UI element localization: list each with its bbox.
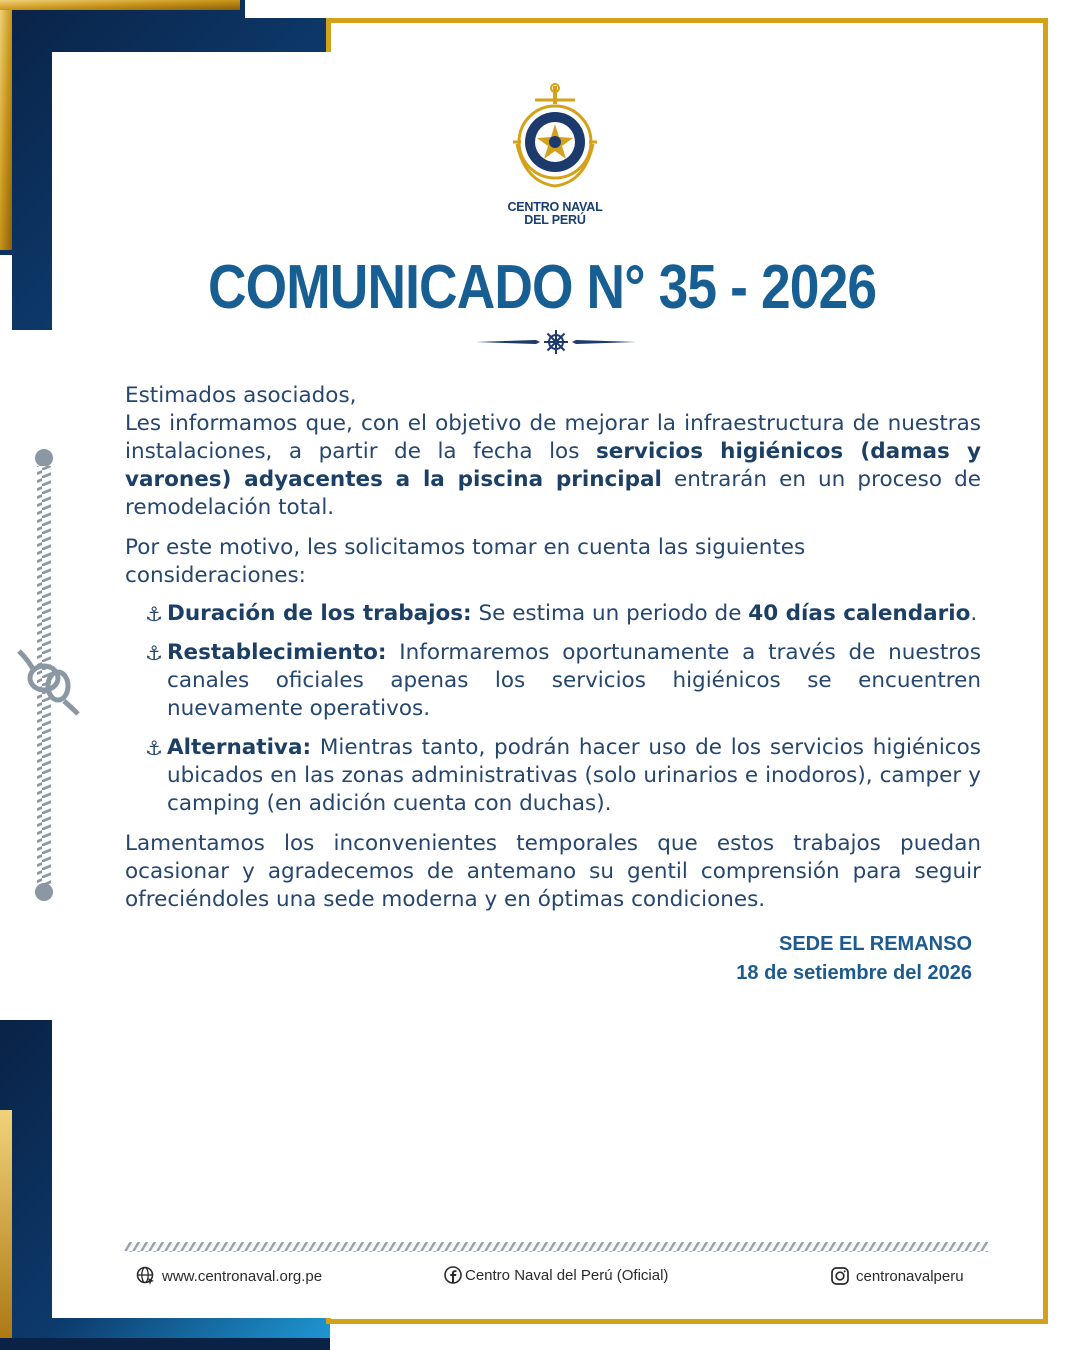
list-item-label: Duración de los trabajos:	[167, 601, 472, 626]
logo-line-2: DEL PERÚ	[524, 213, 586, 227]
facebook-link[interactable]: Centro Naval del Perú (Oficial)	[465, 1266, 669, 1284]
message-body	[125, 382, 981, 926]
list-item	[145, 600, 981, 628]
anchor-icon: ⚓	[145, 602, 163, 626]
list-item-label: Alternativa:	[167, 735, 312, 760]
intro-highlight: servicios higiénicos (damas y varones) adyacentes a la piscina principal	[125, 439, 981, 492]
anchor-icon: ⚓	[145, 641, 163, 665]
list-item-body: Se estima un periodo de	[471, 601, 749, 626]
globe-icon	[136, 1266, 156, 1286]
page-title: COMUNICADO N° 35 - 2026	[207, 253, 877, 322]
rope-decoration-bottom	[124, 1240, 988, 1258]
lead-paragraph: Por este motivo, les solicitamos tomar en cuenta las siguientes consideraciones:	[125, 535, 806, 588]
rope-decoration-left	[14, 446, 84, 911]
signature	[736, 930, 972, 988]
logo-text	[490, 201, 620, 227]
intro-end: entrarán en un proceso de remodelación total.	[125, 467, 982, 520]
greeting: Estimados asociados,	[125, 383, 357, 408]
footer-instagram[interactable]	[830, 1266, 964, 1286]
list-item	[145, 639, 981, 723]
list-item-text	[167, 600, 981, 628]
logo-line-1: CENTRO NAVAL	[507, 200, 603, 214]
intro-start: Les informamos que, con el objetivo de mejorar la infraestructura de nuestras instalaciones, a partir de la fecha los	[125, 411, 981, 464]
list-item-label: Restablecimiento:	[167, 640, 387, 665]
list-item	[145, 734, 981, 818]
logo	[490, 82, 620, 227]
list-item-text	[167, 639, 981, 723]
intro-paragraph	[125, 410, 981, 522]
anchor-icon: ⚓	[145, 736, 163, 760]
signature-place: SEDE EL REMANSO	[779, 933, 972, 955]
list-item-body: Informaremos oportunamente a través de nuestros canales oficiales apenas los servicios higiénicos se encuentren nuevamente operativos.	[167, 640, 981, 721]
footer-facebook[interactable]	[444, 1266, 668, 1284]
footer-website[interactable]	[136, 1266, 322, 1286]
list-item-text	[167, 734, 981, 818]
ship-wheel-icon	[544, 330, 568, 354]
facebook-icon	[444, 1266, 462, 1284]
instagram-link[interactable]: centronavalperu	[856, 1267, 964, 1285]
signature-date: 18 de setiembre del 2026	[736, 962, 972, 984]
list-item-body: Mientras tanto, podrán hacer uso de los servicios higiénicos ubicados en las zonas administrativas (solo urinarios e inodoros), camper y camping (en adición cuenta con duchas).	[167, 735, 981, 816]
considerations-list	[125, 600, 981, 818]
instagram-icon	[830, 1266, 850, 1286]
title-divider	[476, 328, 636, 361]
website-link[interactable]: www.centronaval.org.pe	[162, 1267, 323, 1285]
list-item-highlight: 40 días calendario	[748, 601, 971, 626]
naval-seal-icon	[507, 82, 603, 192]
closing-paragraph: Lamentamos los inconvenientes temporales que estos trabajos puedan ocasionar y agradecemos de antemano su gentil comprensión para seguir ofreciéndoles una sede moderna y en óptimas condiciones.	[125, 831, 981, 912]
list-item-tail: .	[970, 601, 978, 626]
